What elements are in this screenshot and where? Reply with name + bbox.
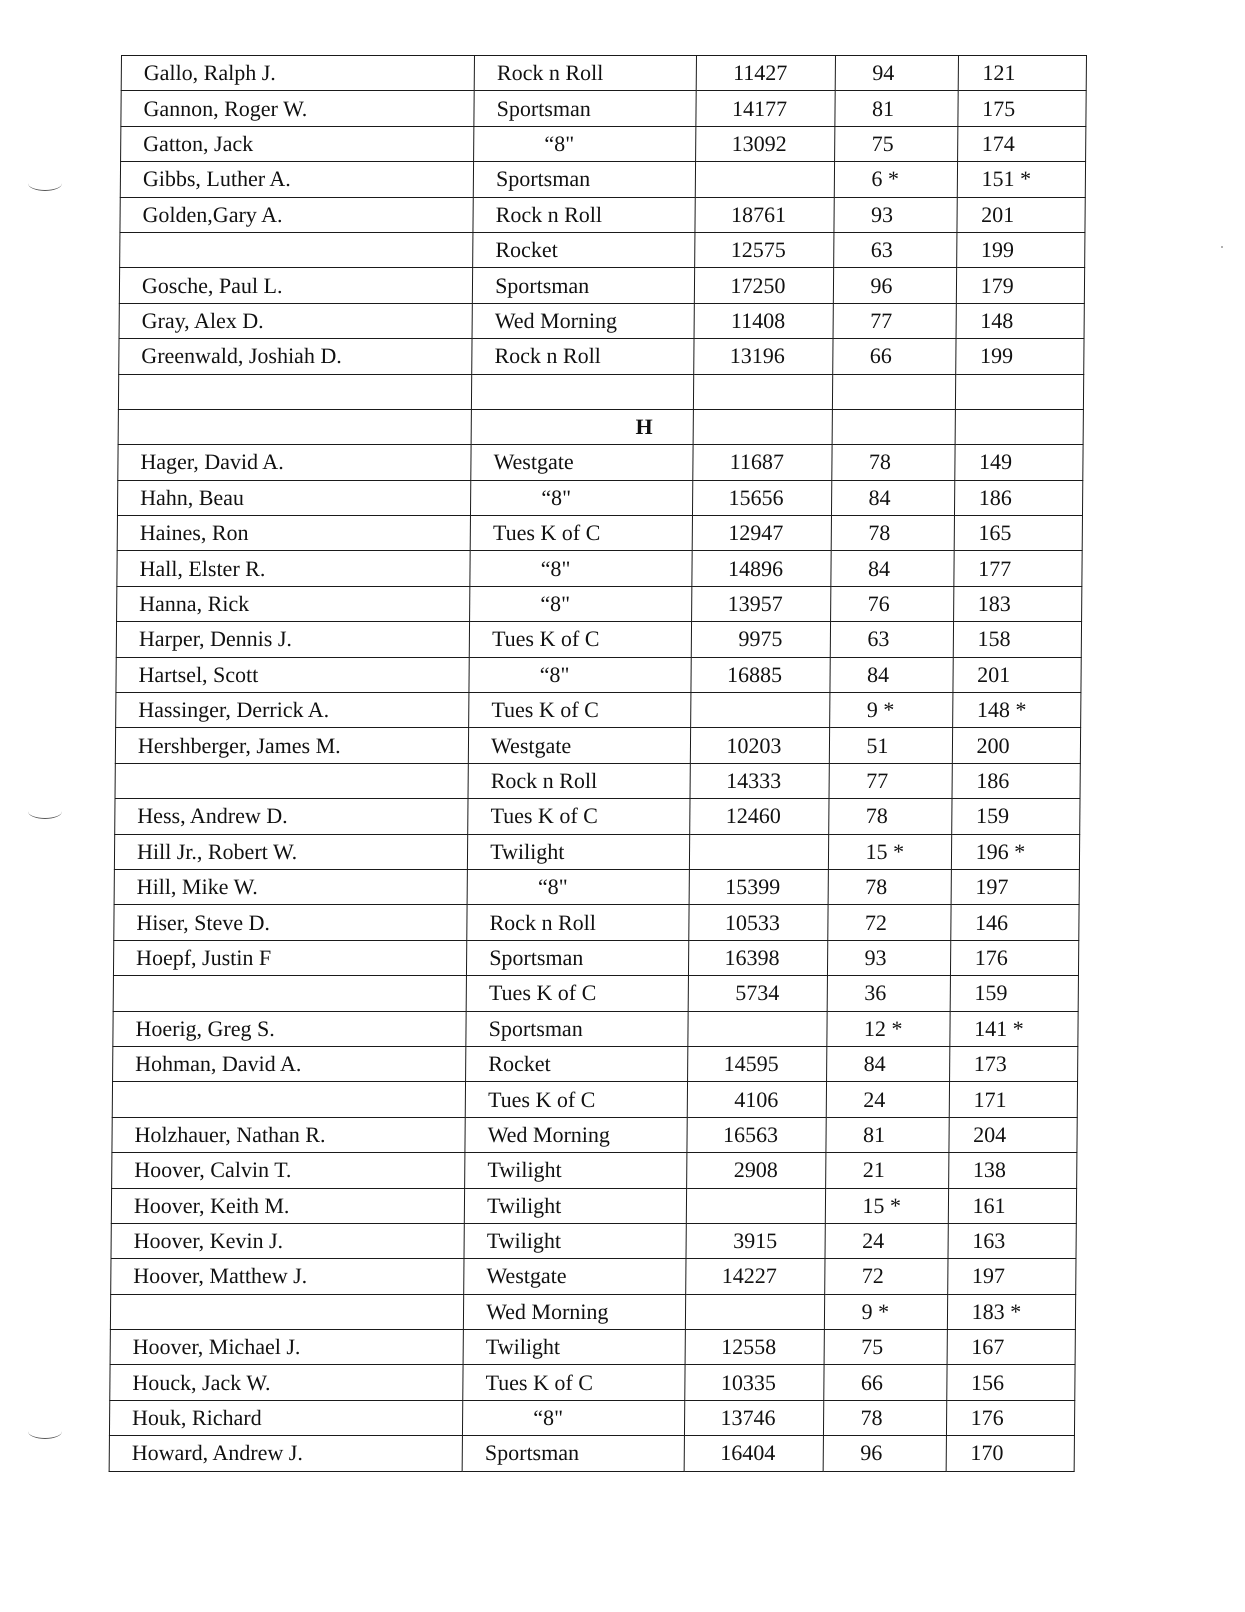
binder-hole-mark-bottom	[28, 1424, 62, 1439]
table-row	[115, 763, 1080, 798]
average-cell: 148 *	[952, 693, 1081, 728]
average-cell: 186	[952, 763, 1081, 798]
table-row	[120, 232, 1085, 267]
bowler-name-cell	[118, 374, 471, 409]
games-cell: 6 *	[835, 162, 957, 197]
total-pins-cell: 5734	[688, 976, 828, 1011]
total-pins-cell: 11427	[696, 56, 836, 91]
league-cell: Sportsman	[466, 1011, 688, 1046]
average-cell: 151 *	[957, 162, 1086, 197]
games-cell: 81	[835, 91, 957, 126]
section-letter: H	[471, 409, 693, 444]
average-cell: 183	[953, 586, 1082, 621]
total-pins-cell: 17250	[694, 268, 834, 303]
bowler-name-cell: Houk, Richard	[109, 1400, 462, 1435]
average-cell: 174	[957, 126, 1086, 161]
total-pins-cell: 13746	[684, 1400, 824, 1435]
table-row	[111, 1188, 1076, 1223]
average-cell	[955, 409, 1084, 444]
bowler-name-cell: Gibbs, Luther A.	[120, 162, 473, 197]
games-cell: 9 *	[830, 693, 952, 728]
total-pins-cell: 12460	[690, 799, 830, 834]
games-cell: 96	[834, 268, 956, 303]
league-cell: Rock n Roll	[468, 763, 690, 798]
table-row	[117, 516, 1082, 551]
games-cell: 78	[832, 516, 954, 551]
league-cell: “8"	[469, 657, 691, 692]
average-cell: 177	[954, 551, 1083, 586]
league-cell: Tues K of C	[463, 1365, 685, 1400]
total-pins-cell: 4106	[687, 1082, 827, 1117]
table-row	[109, 1400, 1074, 1435]
total-pins-cell	[689, 834, 829, 869]
average-cell: 121	[958, 56, 1087, 91]
league-cell: “8"	[470, 586, 692, 621]
bowler-name-cell: Haines, Ron	[117, 516, 470, 551]
bowler-name-cell: Hohman, David A.	[113, 1046, 466, 1081]
league-cell: Twilight	[464, 1188, 686, 1223]
table-row	[121, 56, 1086, 91]
league-cell: Wed Morning	[472, 303, 694, 338]
league-cell: Tues K of C	[469, 622, 691, 657]
total-pins-cell: 15656	[692, 480, 832, 515]
average-cell: 156	[946, 1365, 1075, 1400]
average-cell: 173	[949, 1046, 1078, 1081]
total-pins-cell: 12575	[695, 232, 835, 267]
games-cell: 63	[831, 622, 953, 657]
average-cell: 158	[953, 622, 1082, 657]
total-pins-cell: 10335	[685, 1365, 825, 1400]
games-cell: 93	[828, 940, 950, 975]
league-cell	[472, 374, 694, 409]
games-cell: 15 *	[829, 834, 951, 869]
games-cell: 75	[835, 126, 957, 161]
average-cell: 161	[948, 1188, 1077, 1223]
average-cell: 171	[949, 1082, 1078, 1117]
table-row	[114, 834, 1079, 869]
table-row	[116, 657, 1081, 692]
total-pins-cell: 14896	[692, 551, 832, 586]
average-cell: 197	[951, 869, 1080, 904]
table-row	[112, 1153, 1077, 1188]
games-cell: 78	[829, 869, 951, 904]
table-row	[113, 1011, 1078, 1046]
total-pins-cell: 12558	[685, 1330, 825, 1365]
league-cell: Sportsman	[473, 162, 695, 197]
bowler-name-cell: Hager, David A.	[118, 445, 471, 480]
table-row	[117, 551, 1082, 586]
total-pins-cell: 3915	[686, 1223, 826, 1258]
average-cell: 197	[947, 1259, 1076, 1294]
league-cell: “8"	[467, 869, 689, 904]
total-pins-cell: 13196	[694, 339, 834, 374]
total-pins-cell: 13957	[691, 586, 831, 621]
table-row	[109, 1436, 1074, 1471]
games-cell: 24	[825, 1223, 947, 1258]
average-cell: 179	[956, 268, 1085, 303]
games-cell: 9 *	[825, 1294, 947, 1329]
bowler-name-cell: Hoover, Matthew J.	[111, 1259, 464, 1294]
average-cell: 199	[956, 232, 1085, 267]
average-cell: 175	[958, 91, 1087, 126]
average-cell: 183 *	[947, 1294, 1076, 1329]
league-cell: Sportsman	[467, 940, 689, 975]
section-heading-row	[118, 409, 1083, 444]
total-pins-cell	[695, 162, 835, 197]
bowler-name-cell: Howard, Andrew J.	[109, 1436, 462, 1471]
table-row	[119, 268, 1084, 303]
games-cell: 66	[824, 1365, 946, 1400]
total-pins-cell: 13092	[695, 126, 835, 161]
bowler-name-cell: Greenwald, Joshiah D.	[119, 339, 472, 374]
bowler-name-cell: Hess, Andrew D.	[115, 799, 468, 834]
bowler-name-cell	[112, 1082, 465, 1117]
games-cell: 77	[829, 763, 951, 798]
total-pins-cell: 14177	[696, 91, 836, 126]
games-cell: 51	[830, 728, 952, 763]
games-cell: 93	[834, 197, 956, 232]
average-cell: 149	[954, 445, 1083, 480]
league-cell: Rock n Roll	[472, 339, 694, 374]
bowler-roster-table	[109, 55, 1087, 1472]
average-cell: 201	[953, 657, 1082, 692]
league-cell: Tues K of C	[465, 1082, 687, 1117]
average-cell: 138	[948, 1153, 1077, 1188]
average-cell: 176	[950, 940, 1079, 975]
league-cell: “8"	[471, 480, 693, 515]
table-row	[115, 799, 1080, 834]
table-row	[118, 374, 1083, 409]
league-cell: Westgate	[464, 1259, 686, 1294]
bowler-name-cell: Hill Jr., Robert W.	[114, 834, 467, 869]
table-row	[116, 693, 1081, 728]
average-cell: 146	[950, 905, 1079, 940]
bowler-name-cell: Gosche, Paul L.	[119, 268, 472, 303]
average-cell: 165	[954, 516, 1083, 551]
table-row	[113, 1046, 1078, 1081]
games-cell: 72	[828, 905, 950, 940]
bowler-name-cell	[118, 409, 471, 444]
total-pins-cell: 16563	[687, 1117, 827, 1152]
league-cell: “8"	[463, 1400, 685, 1435]
bowler-name-cell: Gray, Alex D.	[119, 303, 472, 338]
bowler-name-cell: Hartsel, Scott	[116, 657, 469, 692]
average-cell: 141 *	[949, 1011, 1078, 1046]
total-pins-cell	[686, 1188, 826, 1223]
total-pins-cell: 9975	[691, 622, 831, 657]
average-cell: 176	[946, 1400, 1075, 1435]
league-cell: Tues K of C	[468, 799, 690, 834]
total-pins-cell: 2908	[686, 1153, 826, 1188]
bowler-name-cell	[113, 976, 466, 1011]
average-cell: 159	[951, 799, 1080, 834]
bowler-name-cell: Hahn, Beau	[117, 480, 470, 515]
bowler-name-cell: Hoover, Michael J.	[110, 1330, 463, 1365]
league-cell: Rock n Roll	[474, 56, 696, 91]
table-row	[114, 905, 1079, 940]
bowler-name-cell: Golden,Gary A.	[120, 197, 473, 232]
league-cell: Tues K of C	[466, 976, 688, 1011]
average-cell: 170	[946, 1436, 1075, 1471]
average-cell: 167	[947, 1330, 1076, 1365]
games-cell: 78	[824, 1400, 946, 1435]
table-row	[119, 339, 1084, 374]
games-cell	[833, 374, 955, 409]
games-cell: 84	[827, 1046, 949, 1081]
bowler-name-cell: Hershberger, James M.	[115, 728, 468, 763]
table-row	[115, 728, 1080, 763]
games-cell: 63	[834, 232, 956, 267]
table-row	[110, 1294, 1075, 1329]
scan-speck	[1221, 246, 1223, 248]
table-row	[112, 1117, 1077, 1152]
total-pins-cell: 11408	[694, 303, 834, 338]
league-cell: Rock n Roll	[473, 197, 695, 232]
table-row	[113, 976, 1078, 1011]
total-pins-cell: 16885	[691, 657, 831, 692]
table-row	[110, 1365, 1075, 1400]
table-row	[121, 91, 1086, 126]
table-row	[111, 1223, 1076, 1258]
total-pins-cell	[685, 1294, 825, 1329]
total-pins-cell: 10533	[689, 905, 829, 940]
games-cell: 78	[829, 799, 951, 834]
table-row	[121, 126, 1086, 161]
bowler-name-cell: Hoover, Keith M.	[111, 1188, 464, 1223]
total-pins-cell: 10203	[690, 728, 830, 763]
bowler-name-cell: Hoover, Kevin J.	[111, 1223, 464, 1258]
games-cell: 77	[834, 303, 956, 338]
bowler-name-cell: Houck, Jack W.	[110, 1365, 463, 1400]
table-row	[119, 303, 1084, 338]
games-cell: 21	[826, 1153, 948, 1188]
league-cell: Twilight	[463, 1330, 685, 1365]
total-pins-cell: 11687	[693, 445, 833, 480]
games-cell: 66	[833, 339, 955, 374]
league-cell: Rocket	[466, 1046, 688, 1081]
roster-table-body	[109, 56, 1086, 1472]
league-cell: Sportsman	[474, 91, 696, 126]
games-cell: 12 *	[827, 1011, 949, 1046]
bowler-name-cell	[110, 1294, 463, 1329]
average-cell: 163	[948, 1223, 1077, 1258]
league-cell: Twilight	[464, 1223, 686, 1258]
average-cell: 200	[952, 728, 1081, 763]
games-cell: 24	[827, 1082, 949, 1117]
total-pins-cell: 16398	[688, 940, 828, 975]
bowler-name-cell: Hassinger, Derrick A.	[116, 693, 469, 728]
bowler-name-cell: Hoerig, Greg S.	[113, 1011, 466, 1046]
games-cell: 94	[836, 56, 958, 91]
bowler-name-cell: Gatton, Jack	[121, 126, 474, 161]
bowler-name-cell: Hoover, Calvin T.	[112, 1153, 465, 1188]
bowler-name-cell: Gallo, Ralph J.	[121, 56, 474, 91]
bowler-name-cell	[115, 763, 468, 798]
bowler-name-cell: Harper, Dennis J.	[116, 622, 469, 657]
total-pins-cell: 12947	[692, 516, 832, 551]
bowler-name-cell: Hanna, Rick	[117, 586, 470, 621]
binder-hole-mark-top	[28, 176, 62, 191]
league-cell: Sportsman	[462, 1436, 684, 1471]
average-cell: 196 *	[951, 834, 1080, 869]
table-row	[113, 940, 1078, 975]
league-cell: Westgate	[468, 728, 690, 763]
league-cell: Westgate	[471, 445, 693, 480]
bowler-name-cell: Hall, Elster R.	[117, 551, 470, 586]
average-cell: 186	[954, 480, 1083, 515]
league-cell: Twilight	[465, 1153, 687, 1188]
games-cell: 76	[831, 586, 953, 621]
table-row	[110, 1330, 1075, 1365]
games-cell: 78	[832, 445, 954, 480]
games-cell	[833, 409, 955, 444]
total-pins-cell: 14227	[686, 1259, 826, 1294]
league-cell: Rocket	[473, 232, 695, 267]
average-cell	[955, 374, 1084, 409]
games-cell: 84	[832, 480, 954, 515]
league-cell: “8"	[474, 126, 696, 161]
total-pins-cell: 16404	[684, 1436, 824, 1471]
table-row	[118, 445, 1083, 480]
league-cell: Tues K of C	[469, 693, 691, 728]
table-row	[117, 586, 1082, 621]
average-cell: 199	[955, 339, 1084, 374]
total-pins-cell: 14595	[687, 1046, 827, 1081]
total-pins-cell: 15399	[689, 869, 829, 904]
games-cell: 36	[828, 976, 950, 1011]
games-cell: 72	[825, 1259, 947, 1294]
games-cell: 15 *	[826, 1188, 948, 1223]
league-cell: Wed Morning	[464, 1294, 686, 1329]
table-row	[112, 1082, 1077, 1117]
games-cell: 75	[825, 1330, 947, 1365]
average-cell: 148	[956, 303, 1085, 338]
average-cell: 201	[957, 197, 1086, 232]
total-pins-cell: 14333	[690, 763, 830, 798]
total-pins-cell	[691, 693, 831, 728]
average-cell: 204	[949, 1117, 1078, 1152]
table-row	[111, 1259, 1076, 1294]
games-cell: 84	[831, 551, 953, 586]
league-cell: “8"	[470, 551, 692, 586]
bowler-name-cell: Hill, Mike W.	[114, 869, 467, 904]
total-pins-cell	[693, 409, 833, 444]
league-cell: Tues K of C	[470, 516, 692, 551]
average-cell: 159	[950, 976, 1079, 1011]
table-row	[120, 197, 1085, 232]
total-pins-cell	[693, 374, 833, 409]
games-cell: 81	[826, 1117, 948, 1152]
bowler-name-cell: Holzhauer, Nathan R.	[112, 1117, 465, 1152]
bowler-name-cell: Hiser, Steve D.	[114, 905, 467, 940]
total-pins-cell: 18761	[695, 197, 835, 232]
league-cell: Sportsman	[472, 268, 694, 303]
bowler-name-cell: Gannon, Roger W.	[121, 91, 474, 126]
games-cell: 84	[830, 657, 952, 692]
total-pins-cell	[688, 1011, 828, 1046]
table-row	[120, 162, 1085, 197]
league-cell: Wed Morning	[465, 1117, 687, 1152]
league-cell: Rock n Roll	[467, 905, 689, 940]
league-cell: Twilight	[468, 834, 690, 869]
table-row	[117, 480, 1082, 515]
games-cell: 96	[824, 1436, 946, 1471]
bowler-name-cell: Hoepf, Justin F	[113, 940, 466, 975]
table-row	[114, 869, 1079, 904]
table-row	[116, 622, 1081, 657]
bowler-name-cell	[120, 232, 473, 267]
binder-hole-mark-middle	[28, 804, 62, 819]
